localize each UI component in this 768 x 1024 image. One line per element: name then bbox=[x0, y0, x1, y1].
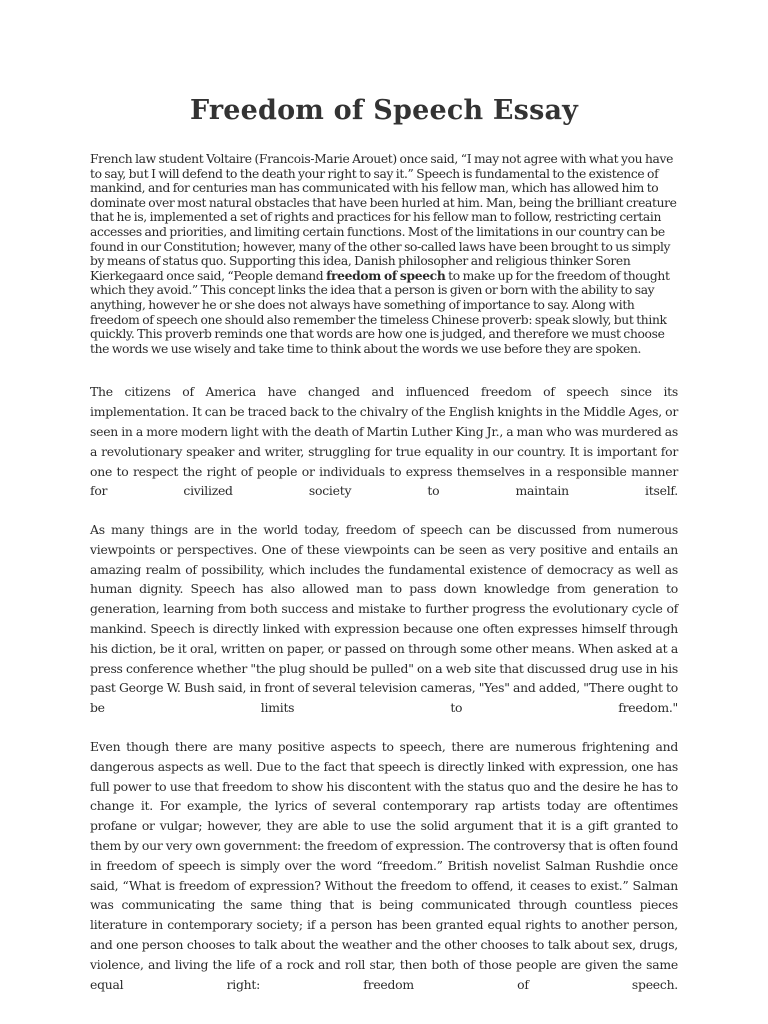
paragraph-3: As many things are in the world today, freedom of speech can be discussed from numerous viewpoints or perspectives. One of these viewpoints can be seen as very positive and entails an amazing realm of possibility, which includes the fundamental existence of democracy as well as human dignity. Speech has also allowed man to pass down knowledge from generation to generation, learning from both success and mistake to further progress the evolutionary cycle of mankind. Speech is directly linked with expression because one often expresses himself through his diction, be it oral, written on paper, or passed on through some other means. When asked at a press conference whether "the plug should be pulled" on a web site that discussed drug use in his past George W. Bush said, in front of several television cameras, "Yes" and added, "There ought to be limits to freedom." bbox=[90, 522, 678, 716]
paragraph-1-text-end: to make up for the freedom of thought which they avoid.” This concept links the idea that a person is given or born with the ability to say anything, however he or she does not always have something of importance to say. Along with freedom of speech one should also remember the timeless Chinese proverb: speak slowly, but think quickly. This proverb reminds one that words are how one is judged, and therefore we must choose the words we use wisely and take time to think about the words we use before they are spoken. bbox=[90, 268, 670, 356]
paragraph-4: Even though there are many positive aspects to speech, there are numerous frightening and dangerous aspects as well. Due to the fact that speech is directly linked with expression, one has full power to use that freedom to show his discontent with the status quo and the desire he has to change it. For example, the lyrics of several contemporary rap artists today are oftentimes profane or vulgar; however, they are able to use the solid argument that it is a gift granted to them by our very own government: the freedom of expression. The controversy that is often found in freedom of speech is simply over the word “freedom.” British novelist Salman Rushdie once said, “What is freedom of expression? Without the freedom to offend, it ceases to exist.” Salman was communicating the same thing that is being communicated through countless pieces literature in contemporary society; if a person has been granted equal rights to another person, and one person chooses to talk about the weather and the other chooses to talk about sex, drugs, violence, and living the life of a rock and roll star, then both of those people are given the same equal right: freedom of speech. bbox=[90, 739, 678, 992]
paragraph-1-bold-phrase: freedom of speech bbox=[326, 267, 446, 283]
paragraph-2: The citizens of America have changed and influenced freedom of speech since its implementation. It can be traced back to the chivalry of the English knights in the Middle Ages, or seen in a more modern light with the death of Martin Luther King Jr., a man who was murdered as a revolutionary speaker and writer, struggling for true equality in our country. It is important for one to respect the right of people or individuals to express themselves in a responsible manner for civilized society to maintain itself. bbox=[90, 384, 678, 499]
document-title: Freedom of Speech Essay bbox=[189, 95, 579, 126]
paragraph-1-text-start: French law student Voltaire (Francois-Marie Arouet) once said, “I may not agree with what you have to say, but I will defend to the death your right to say it.” Speech is fundamental to the existence of mankind, and for centuries man has communicated with his fellow man, which has allowed him to dominate over most natural obstacles that have been hurled at him. Man, being the brilliant creature that he is, implemented a set of rights and practices for his fellow man to follow, restricting certain accesses and priorities, and limiting certain functions. Most of the limitations in our country can be found in our Constitution; however, many of the other so-called laws have been brought to us simply by means of status quo. Supporting this idea, Danish philosopher and religious thinker Soren Kierkegaard once said, “People demand bbox=[90, 152, 677, 283]
paragraph-1 bbox=[90, 152, 678, 356]
